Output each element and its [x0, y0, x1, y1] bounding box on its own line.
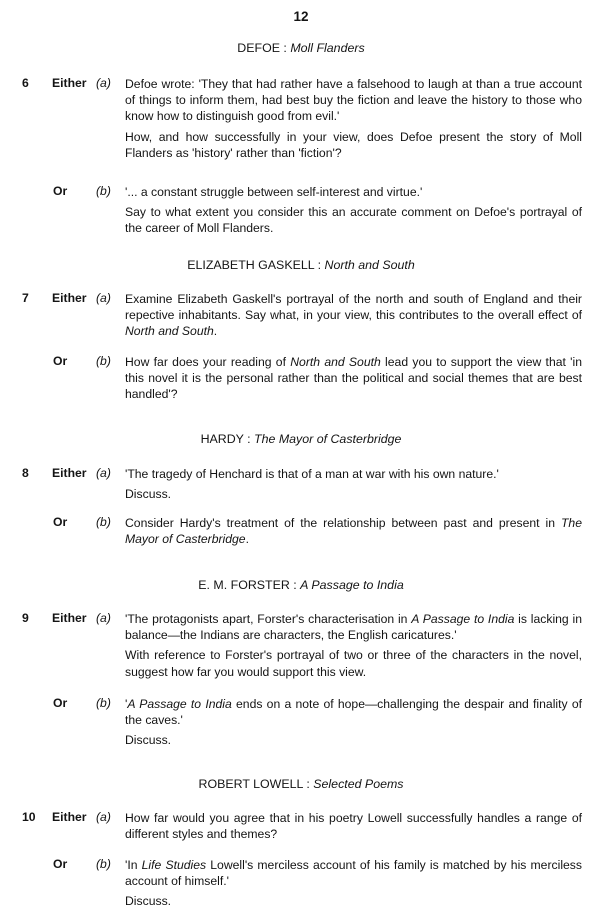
text-run: ' — [125, 697, 128, 711]
question-number: 8 — [22, 466, 29, 480]
section-heading-defoe — [0, 41, 602, 55]
question-text — [125, 466, 582, 502]
italic-title: A Passage to India — [411, 612, 515, 626]
text-run: Examine Elizabeth Gaskell's portrayal of the north and south of England and their repective inhabitants. Say what, in your view, this contributes to the overall effect of — [125, 292, 582, 323]
or-label: Or — [53, 184, 68, 198]
italic-title: North and South — [125, 324, 214, 339]
question-text — [125, 515, 582, 547]
question-number: 7 — [22, 291, 29, 305]
text-run: 'In — [125, 858, 142, 872]
either-label: Either — [52, 611, 87, 625]
italic-title: Life Studies — [141, 858, 207, 872]
or-label: Or — [53, 515, 68, 529]
author: ROBERT LOWELL — [198, 777, 303, 791]
either-label: Either — [52, 291, 87, 305]
page-number: 12 — [293, 9, 309, 24]
either-label: Either — [52, 810, 87, 824]
book-title: North and South — [324, 258, 415, 272]
italic-title: The Mayor of Casterbridge — [125, 516, 582, 547]
question-number: 9 — [22, 611, 29, 625]
text-run: 'The protagonists apart, Forster's characterisation in — [125, 612, 412, 626]
part-label: (a) — [96, 611, 111, 625]
text-run: Consider Hardy's treatment of the relationship between past and present in — [125, 516, 561, 530]
paragraph — [125, 515, 582, 547]
author: HARDY — [200, 432, 244, 446]
separator: : — [314, 258, 325, 272]
paragraph — [125, 611, 582, 643]
author: E. M. FORSTER — [198, 578, 290, 592]
italic-title: North and South — [290, 355, 381, 369]
either-label: Either — [52, 466, 87, 480]
text-run: lead you to support the view that 'in this novel it is the personal rather than the political and social themes that are best handled'? — [125, 355, 582, 402]
book-title: The Mayor of Casterbridge — [254, 432, 402, 446]
part-label: (a) — [96, 466, 111, 480]
part-label: (b) — [96, 515, 111, 529]
question-text — [125, 354, 582, 403]
text-run: . — [245, 532, 249, 547]
text-run: ends on a note of hope—challenging the despair and finality of the caves.' — [125, 697, 582, 728]
either-label: Either — [52, 76, 87, 90]
part-label: (b) — [96, 354, 111, 368]
book-title: A Passage to India — [300, 578, 404, 592]
section-heading-forster — [0, 578, 602, 592]
paragraph: Discuss. — [125, 487, 172, 502]
question-number: 10 — [22, 810, 36, 824]
separator: : — [289, 578, 301, 592]
part-label: (b) — [96, 184, 111, 198]
author: ELIZABETH GASKELL — [187, 258, 315, 272]
question-text — [125, 696, 582, 749]
book-title: Selected Poems — [313, 777, 404, 791]
part-label: (a) — [96, 291, 111, 305]
or-label: Or — [53, 857, 68, 871]
text-run: Lowell's merciless account of his family is matched by his merciless account of himself.' — [125, 858, 582, 889]
paragraph — [125, 354, 582, 403]
paragraph: How, and how successfully in your view, does Defoe present the story of Moll Flanders as 'history' rather than 'fiction'? — [125, 129, 582, 160]
book-title: Moll Flanders — [290, 41, 365, 55]
paragraph: Discuss. — [125, 894, 172, 909]
paragraph: Say to what extent you consider this an accurate comment on Defoe's portrayal of the career of Moll Flanders. — [125, 205, 582, 236]
question-text — [125, 76, 582, 161]
or-label: Or — [53, 696, 68, 710]
paragraph — [125, 696, 582, 728]
section-heading-lowell — [0, 777, 602, 791]
question-text — [125, 810, 582, 842]
text-run: How far does your reading of — [125, 355, 291, 369]
text-run: is lacking in balance—the Indians are characters, the English caricatures.' — [125, 612, 582, 643]
text-run: . — [213, 324, 218, 339]
paragraph — [125, 291, 582, 340]
paragraph: '... a constant struggle between self-interest and virtue.' — [125, 185, 423, 199]
or-label: Or — [53, 354, 68, 368]
italic-title: A Passage to India — [127, 697, 232, 711]
author: DEFOE — [237, 41, 280, 55]
paragraph: Discuss. — [125, 733, 172, 748]
part-label: (a) — [96, 810, 111, 824]
separator: : — [279, 41, 291, 55]
part-label: (b) — [96, 857, 111, 871]
question-text — [125, 184, 582, 237]
paragraph: 'The tragedy of Henchard is that of a man at war with his own nature.' — [125, 467, 499, 481]
part-label: (a) — [96, 76, 111, 90]
separator: : — [243, 432, 255, 446]
separator: : — [302, 777, 314, 791]
section-heading-hardy — [0, 432, 602, 446]
paragraph — [125, 857, 582, 889]
question-text — [125, 291, 582, 340]
question-text — [125, 611, 582, 680]
paragraph: With reference to Forster's portrayal of two or three of the characters in the novel, suggest how far you would support this view. — [125, 648, 582, 679]
section-heading-gaskell — [0, 258, 602, 272]
paragraph: Defoe wrote: 'They that had rather have a falsehood to laugh at than a true account of things to inform them, had best buy the fiction and leave the history to those who know how to distinguish good from evil.' — [125, 77, 582, 124]
question-number: 6 — [22, 76, 29, 90]
paragraph: How far would you agree that in his poetry Lowell successfully handles a range of different styles and themes? — [125, 811, 582, 842]
part-label: (b) — [96, 696, 111, 710]
question-text — [125, 857, 582, 910]
